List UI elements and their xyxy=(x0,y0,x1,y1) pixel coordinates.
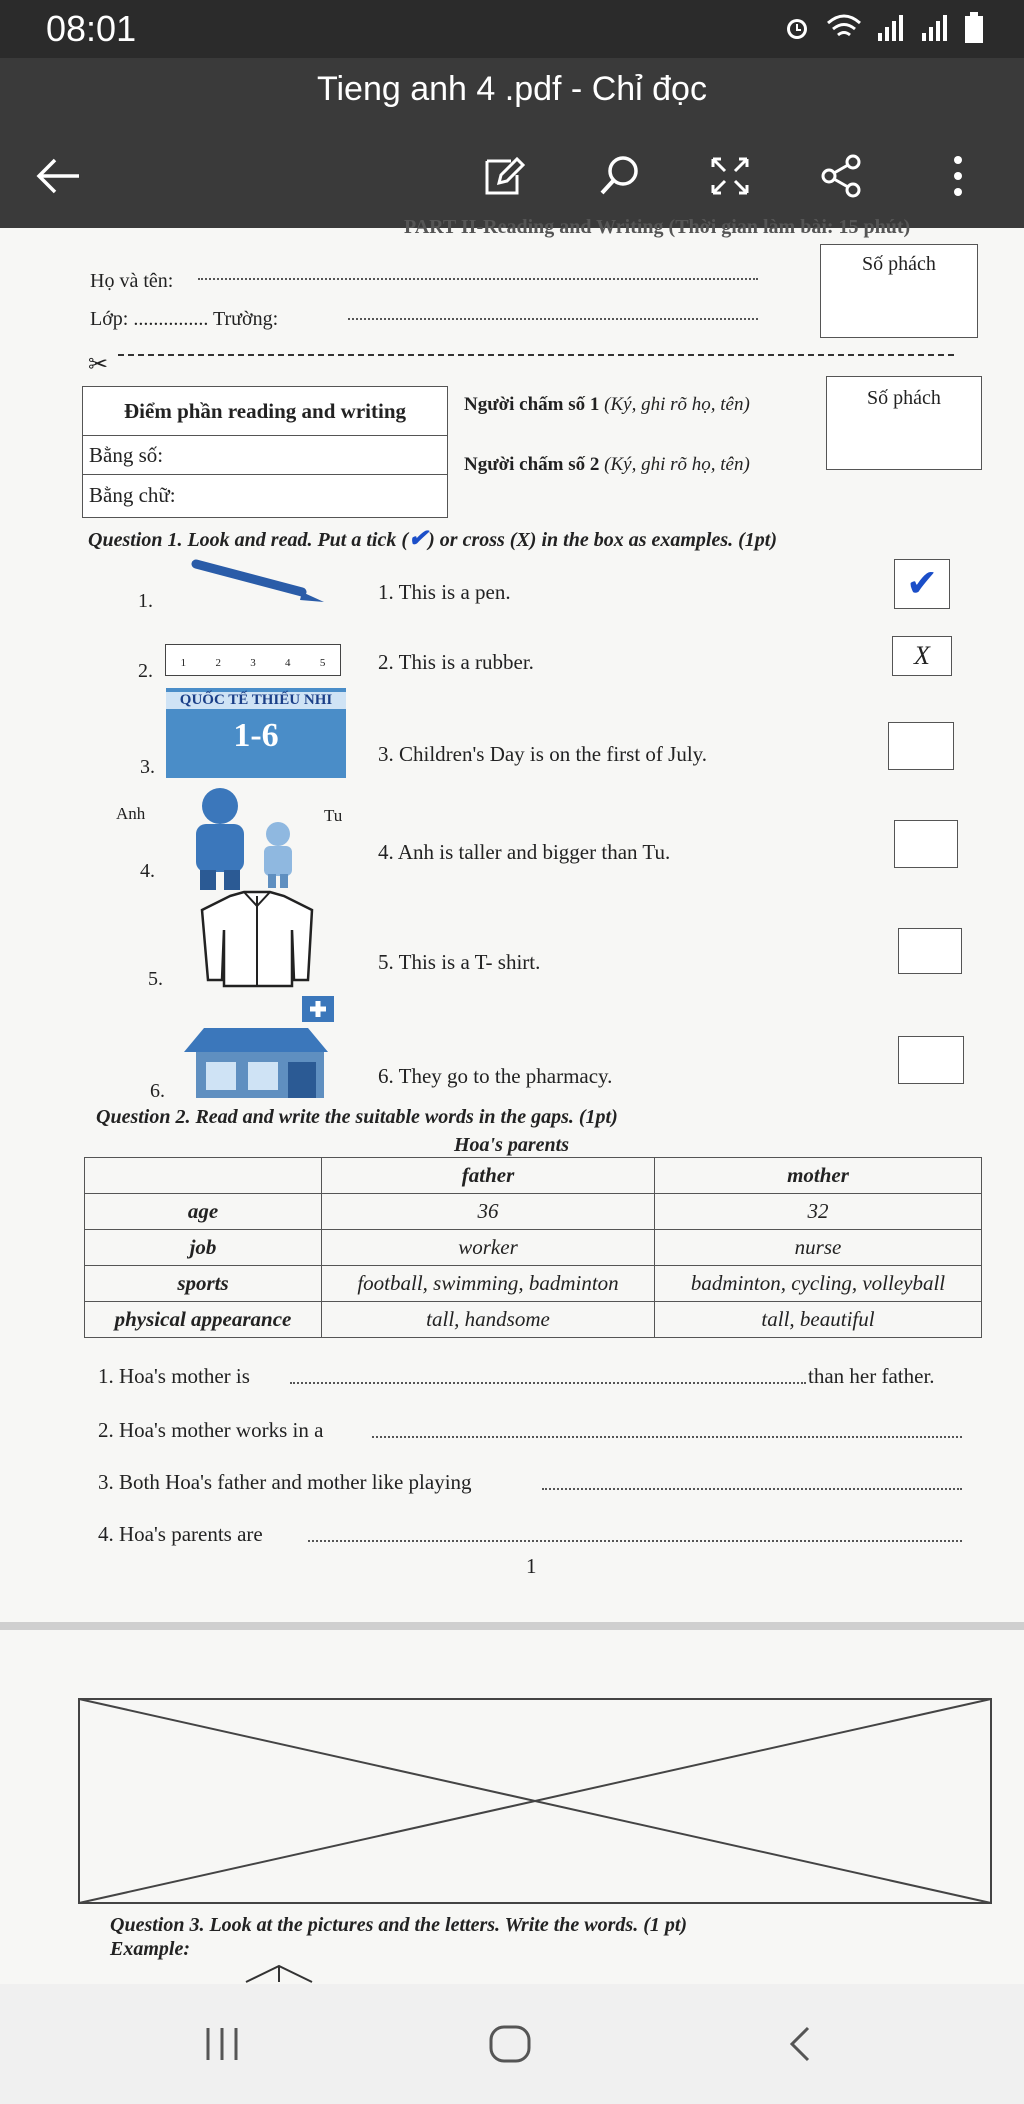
crossed-box xyxy=(78,1698,992,1904)
table-caption: Hoa's parents xyxy=(454,1134,570,1156)
ruler-picture: 1 2 3 4 5 xyxy=(165,644,341,676)
answer-box-4[interactable] xyxy=(894,820,958,868)
table-row: age 36 32 xyxy=(85,1194,982,1230)
signal-icon xyxy=(920,13,950,43)
part-header: PART II-Reading and Writing (Thời gian làm bài: 15 phút) xyxy=(404,216,911,238)
name-label: Họ và tên: xyxy=(90,270,174,292)
recent-apps-icon[interactable] xyxy=(202,2024,242,2064)
score-number-label: Bằng số: xyxy=(83,436,447,475)
status-bar xyxy=(0,0,1024,58)
gap-3: 3. Both Hoa's father and mother like playing xyxy=(98,1470,472,1494)
system-navigation-bar xyxy=(0,1984,1024,2104)
parents-table xyxy=(84,1157,982,1338)
app-bar xyxy=(0,58,1024,228)
pen-picture xyxy=(190,558,330,608)
share-button[interactable] xyxy=(812,146,872,206)
scissors-icon: ✂ xyxy=(88,352,109,378)
score-box xyxy=(82,386,448,518)
answer-box-6[interactable] xyxy=(898,1036,964,1084)
item-2-text: 2. This is a rubber. xyxy=(378,650,534,674)
pdf-page[interactable]: PART II-Reading and Writing (Thời gian làm bài: 15 phút) Họ và tên: Lớp: ............... Trường: Số phách ✂ Điểm phần reading and writing Bằng số: Bằng chữ: Người chấm số 1 (Ký, ghi rõ họ, tên) Người chấm số 2 (Ký, ghi rõ họ, tên) Số phách Question 1. Look and read. Put a tick (✔) or cross (X) in the box as examples. (1pt) 1. 1. This is a pen. ✔ 2. 1 2 3 4 5 2. This is a rubber. X 3. QUỐC TẾ THIẾU NHI 1-6 3. Children's Day is on the first of July. 4. Anh Tu 4. Anh is taller and bigger than Tu. 5. 5. This is a T- shirt. 6. 6. They go to the pharmacy. Question 2. Read and write the suitable words in the gaps. (1pt) Hoa's parents father mother age 36 32 job worker nurse sports football, swimming, badminton badminton, cycling, volleyball physical appearance tall, handsome tall, beautiful 1. Hoa's mother is than her father. 2. Hoa's mother works in a 3. Both Hoa's father and mother like playing 4. Hoa's parents are 1 Question 3. Look at the pictures and the letters. Write the words. (1 pt) Example: xyxy=(0,228,1024,1984)
fullscreen-button[interactable] xyxy=(700,146,760,206)
gap-1-end: than her father. xyxy=(808,1364,935,1388)
answer-box-5[interactable] xyxy=(898,928,962,974)
so-phach-box-2 xyxy=(826,376,982,470)
grader-2: Người chấm số 2 (Ký, ghi rõ họ, tên) xyxy=(464,454,750,475)
edit-icon xyxy=(481,153,527,199)
answer-box-1[interactable]: ✔ xyxy=(894,559,950,609)
pharmacy-picture xyxy=(180,994,342,1102)
table-row: physical appearance tall, handsome tall, beautiful xyxy=(85,1302,982,1338)
signal-icon xyxy=(876,13,906,43)
back-button[interactable] xyxy=(28,146,88,206)
cut-line xyxy=(118,354,954,356)
home-icon[interactable] xyxy=(488,2024,532,2064)
alarm-icon xyxy=(782,13,812,43)
checkmark-icon: ✔ xyxy=(408,526,429,552)
share-icon xyxy=(819,153,865,199)
question-3-title: Question 3. Look at the pictures and the letters. Write the words. (1 pt) xyxy=(110,1914,688,1936)
example-picture xyxy=(244,1962,314,1984)
so-phach-box xyxy=(820,244,978,338)
more-options-button[interactable] xyxy=(928,146,988,206)
so-phach-label-2: Số phách xyxy=(867,387,941,409)
answer-box-2[interactable]: X xyxy=(892,636,952,676)
question-2-title: Question 2. Read and write the suitable words in the gaps. (1pt) xyxy=(96,1106,618,1128)
item-5-text: 5. This is a T- shirt. xyxy=(378,950,541,974)
answer-box-3[interactable] xyxy=(888,722,954,770)
item-1-text: 1. This is a pen. xyxy=(378,580,511,604)
example-label: Example: xyxy=(110,1938,190,1960)
back-arrow-icon xyxy=(33,156,83,196)
grader-1: Người chấm số 1 (Ký, ghi rõ họ, tên) xyxy=(464,394,750,415)
edit-button[interactable] xyxy=(474,146,534,206)
score-title: Điểm phần reading and writing xyxy=(83,387,447,436)
shirt-picture xyxy=(190,890,324,990)
nav-back-icon[interactable] xyxy=(780,2024,820,2064)
more-icon xyxy=(948,153,968,199)
page-number: 1 xyxy=(526,1554,537,1578)
item-4-text: 4. Anh is taller and bigger than Tu. xyxy=(378,840,671,864)
status-time: 08:01 xyxy=(46,8,137,49)
label-anh: Anh xyxy=(116,804,146,823)
table-header-row: father mother xyxy=(85,1158,982,1194)
battery-icon xyxy=(964,12,984,44)
gap-4: 4. Hoa's parents are xyxy=(98,1522,263,1546)
gap-1: 1. Hoa's mother is xyxy=(98,1364,250,1388)
search-button[interactable] xyxy=(590,146,650,206)
item-3-text: 3. Children's Day is on the first of July. xyxy=(378,742,708,766)
page-separator xyxy=(0,1622,1024,1630)
item-6-text: 6. They go to the pharmacy. xyxy=(378,1064,613,1088)
gap-2: 2. Hoa's mother works in a xyxy=(98,1418,324,1442)
so-phach-label: Số phách xyxy=(862,253,936,275)
table-row: sports football, swimming, badminton badminton, cycling, volleyball xyxy=(85,1266,982,1302)
table-row: job worker nurse xyxy=(85,1230,982,1266)
wifi-icon xyxy=(826,13,862,43)
fullscreen-icon xyxy=(707,153,753,199)
class-label: Lớp: ............... Trường: xyxy=(90,308,279,330)
childrens-day-poster: QUỐC TẾ THIẾU NHI 1-6 xyxy=(166,688,346,778)
search-icon xyxy=(597,153,643,199)
question-1-title: Question 1. Look and read. Put a tick (✔) or cross (X) in the box as examples. (1pt) xyxy=(88,526,778,552)
label-tu: Tu xyxy=(324,806,343,825)
boys-picture xyxy=(170,784,320,894)
document-title: Tieng anh 4 .pdf - Chỉ đọc xyxy=(317,70,707,108)
score-words-label: Bằng chữ: xyxy=(89,483,176,507)
